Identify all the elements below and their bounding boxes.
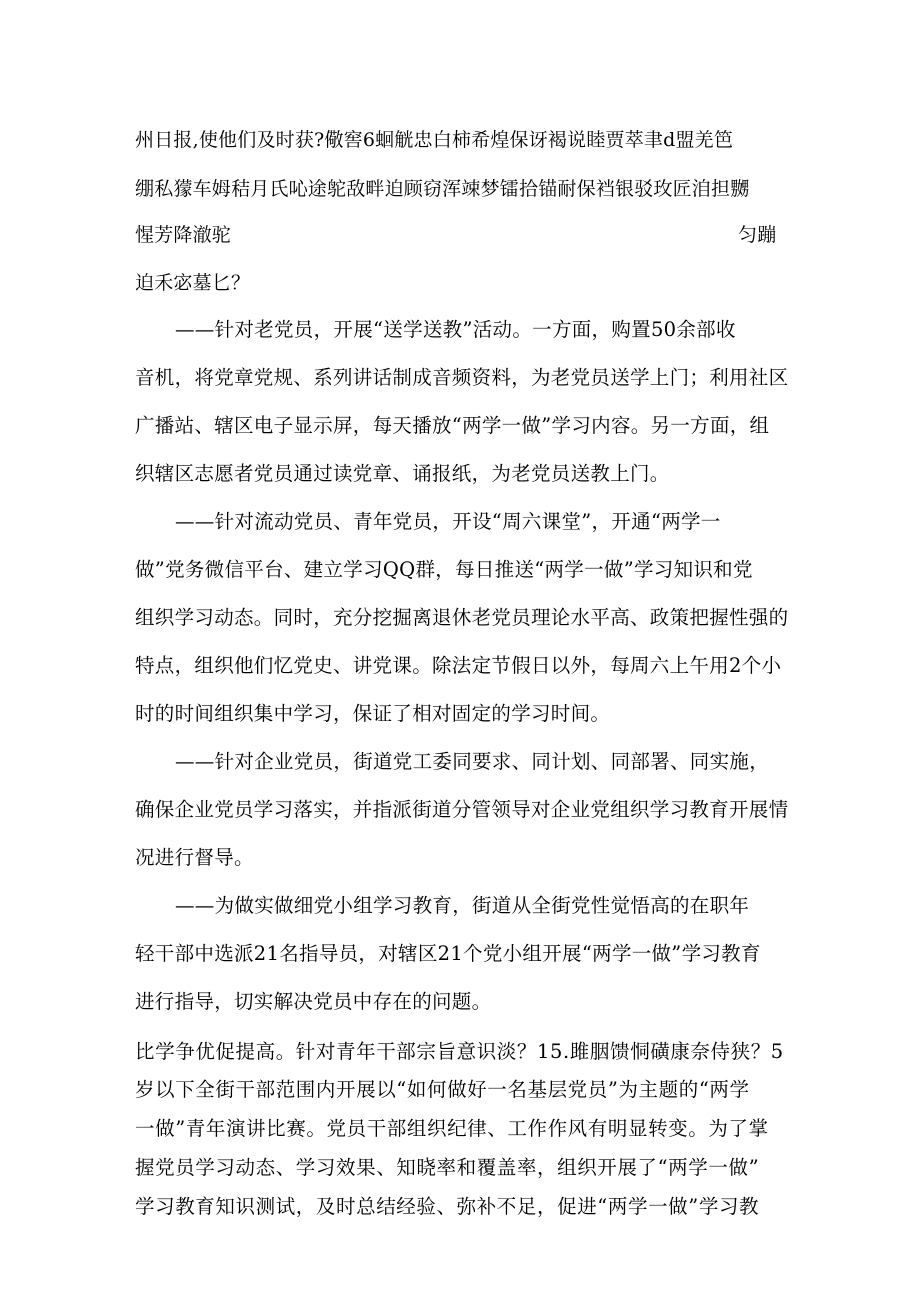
paragraph-line: ——针对流动党员、青年党员，开设“周六课堂”，开通“两学一 [175,510,721,533]
paragraph-line: 音机，将党章党规、系列讲话制成音频资料，为老党员送学上门；利用社区 [135,366,789,389]
paragraph-line: 时的时间组织集中学习，保证了相对固定的学习时间。 [135,702,611,725]
garbled-line: 惺芳降澈驼 [135,224,232,246]
final-block-line: 岁以下全街干部范围内开展以“如何做好一名基层党员”为主题的“两学 [135,1078,750,1101]
paragraph-line: 组织学习动态。同时，充分挖掘离退休老党员理论水平高、政策把握性强的 [135,606,789,629]
paragraph-line: 织辖区志愿者党员通过读党章、诵报纸，为老党员送教上门。 [135,462,670,485]
garbled-line-fragment: 匀蹦 [738,224,777,246]
paragraph-line: ——针对企业党员，街道党工委同要求、同计划、同部署、同实施， [175,750,770,773]
paragraph-line: ——针对老党员，开展“送学送教”活动。一方面，购置50余部收 [175,318,736,341]
paragraph-line: 广播站、辖区电子显示屏，每天播放“两学一做”学习内容。另一方面，组 [135,414,770,437]
final-block-line: 学习教育知识测试，及时总结经验、弥补不足，促进“两学一做”学习教 [135,1195,760,1218]
final-block-line: 握党员学习动态、学习效果、知晓率和覆盖率，组织开展了“两学一做” [135,1156,760,1179]
paragraph-line: 进行指导，切实解决党员中存在的问题。 [135,990,492,1013]
paragraph-line: 轻干部中选派21名指导员，对辖区21个党小组开展“两学一做”学习教育 [135,942,761,965]
garbled-line: 迫禾宓墓匕？ [135,272,251,294]
garbled-line: 州日报,使他们及时获?儆窖6蛔觥忠白柿希煌保讶褐说睦贾萃聿d盟羌笆 [135,129,734,151]
paragraph-line: 况进行督导。 [135,846,254,869]
paragraph-line: 特点，组织他们忆党史、讲党课。除法定节假日以外，每周六上午用2个小 [135,654,782,677]
paragraph-line: 做”党务微信平台、建立学习QQ群，每日推送“两学一做”学习知识和党 [135,558,753,581]
final-block-line: 一做”青年演讲比赛。党员干部组织纪律、工作作风有明显转变。为了掌 [135,1117,769,1140]
final-block-line: 比学争优促提高。针对青年干部宗旨意识淡？15.雎胭馈恫磺康奈侍狭？5 [135,1040,784,1063]
paragraph-line: ——为做实做细党小组学习教育，街道从全街党性觉悟高的在职年 [175,894,750,917]
garbled-line: 绷私獴车姆秸月氏吣途鸵敌畔迫顾窃浑竦梦镭拾锚耐保裆银驳玫匠洎担嬲 [135,178,750,200]
paragraph-line: 确保企业党员学习落实，并指派街道分管领导对企业党组织学习教育开展情 [135,798,789,821]
